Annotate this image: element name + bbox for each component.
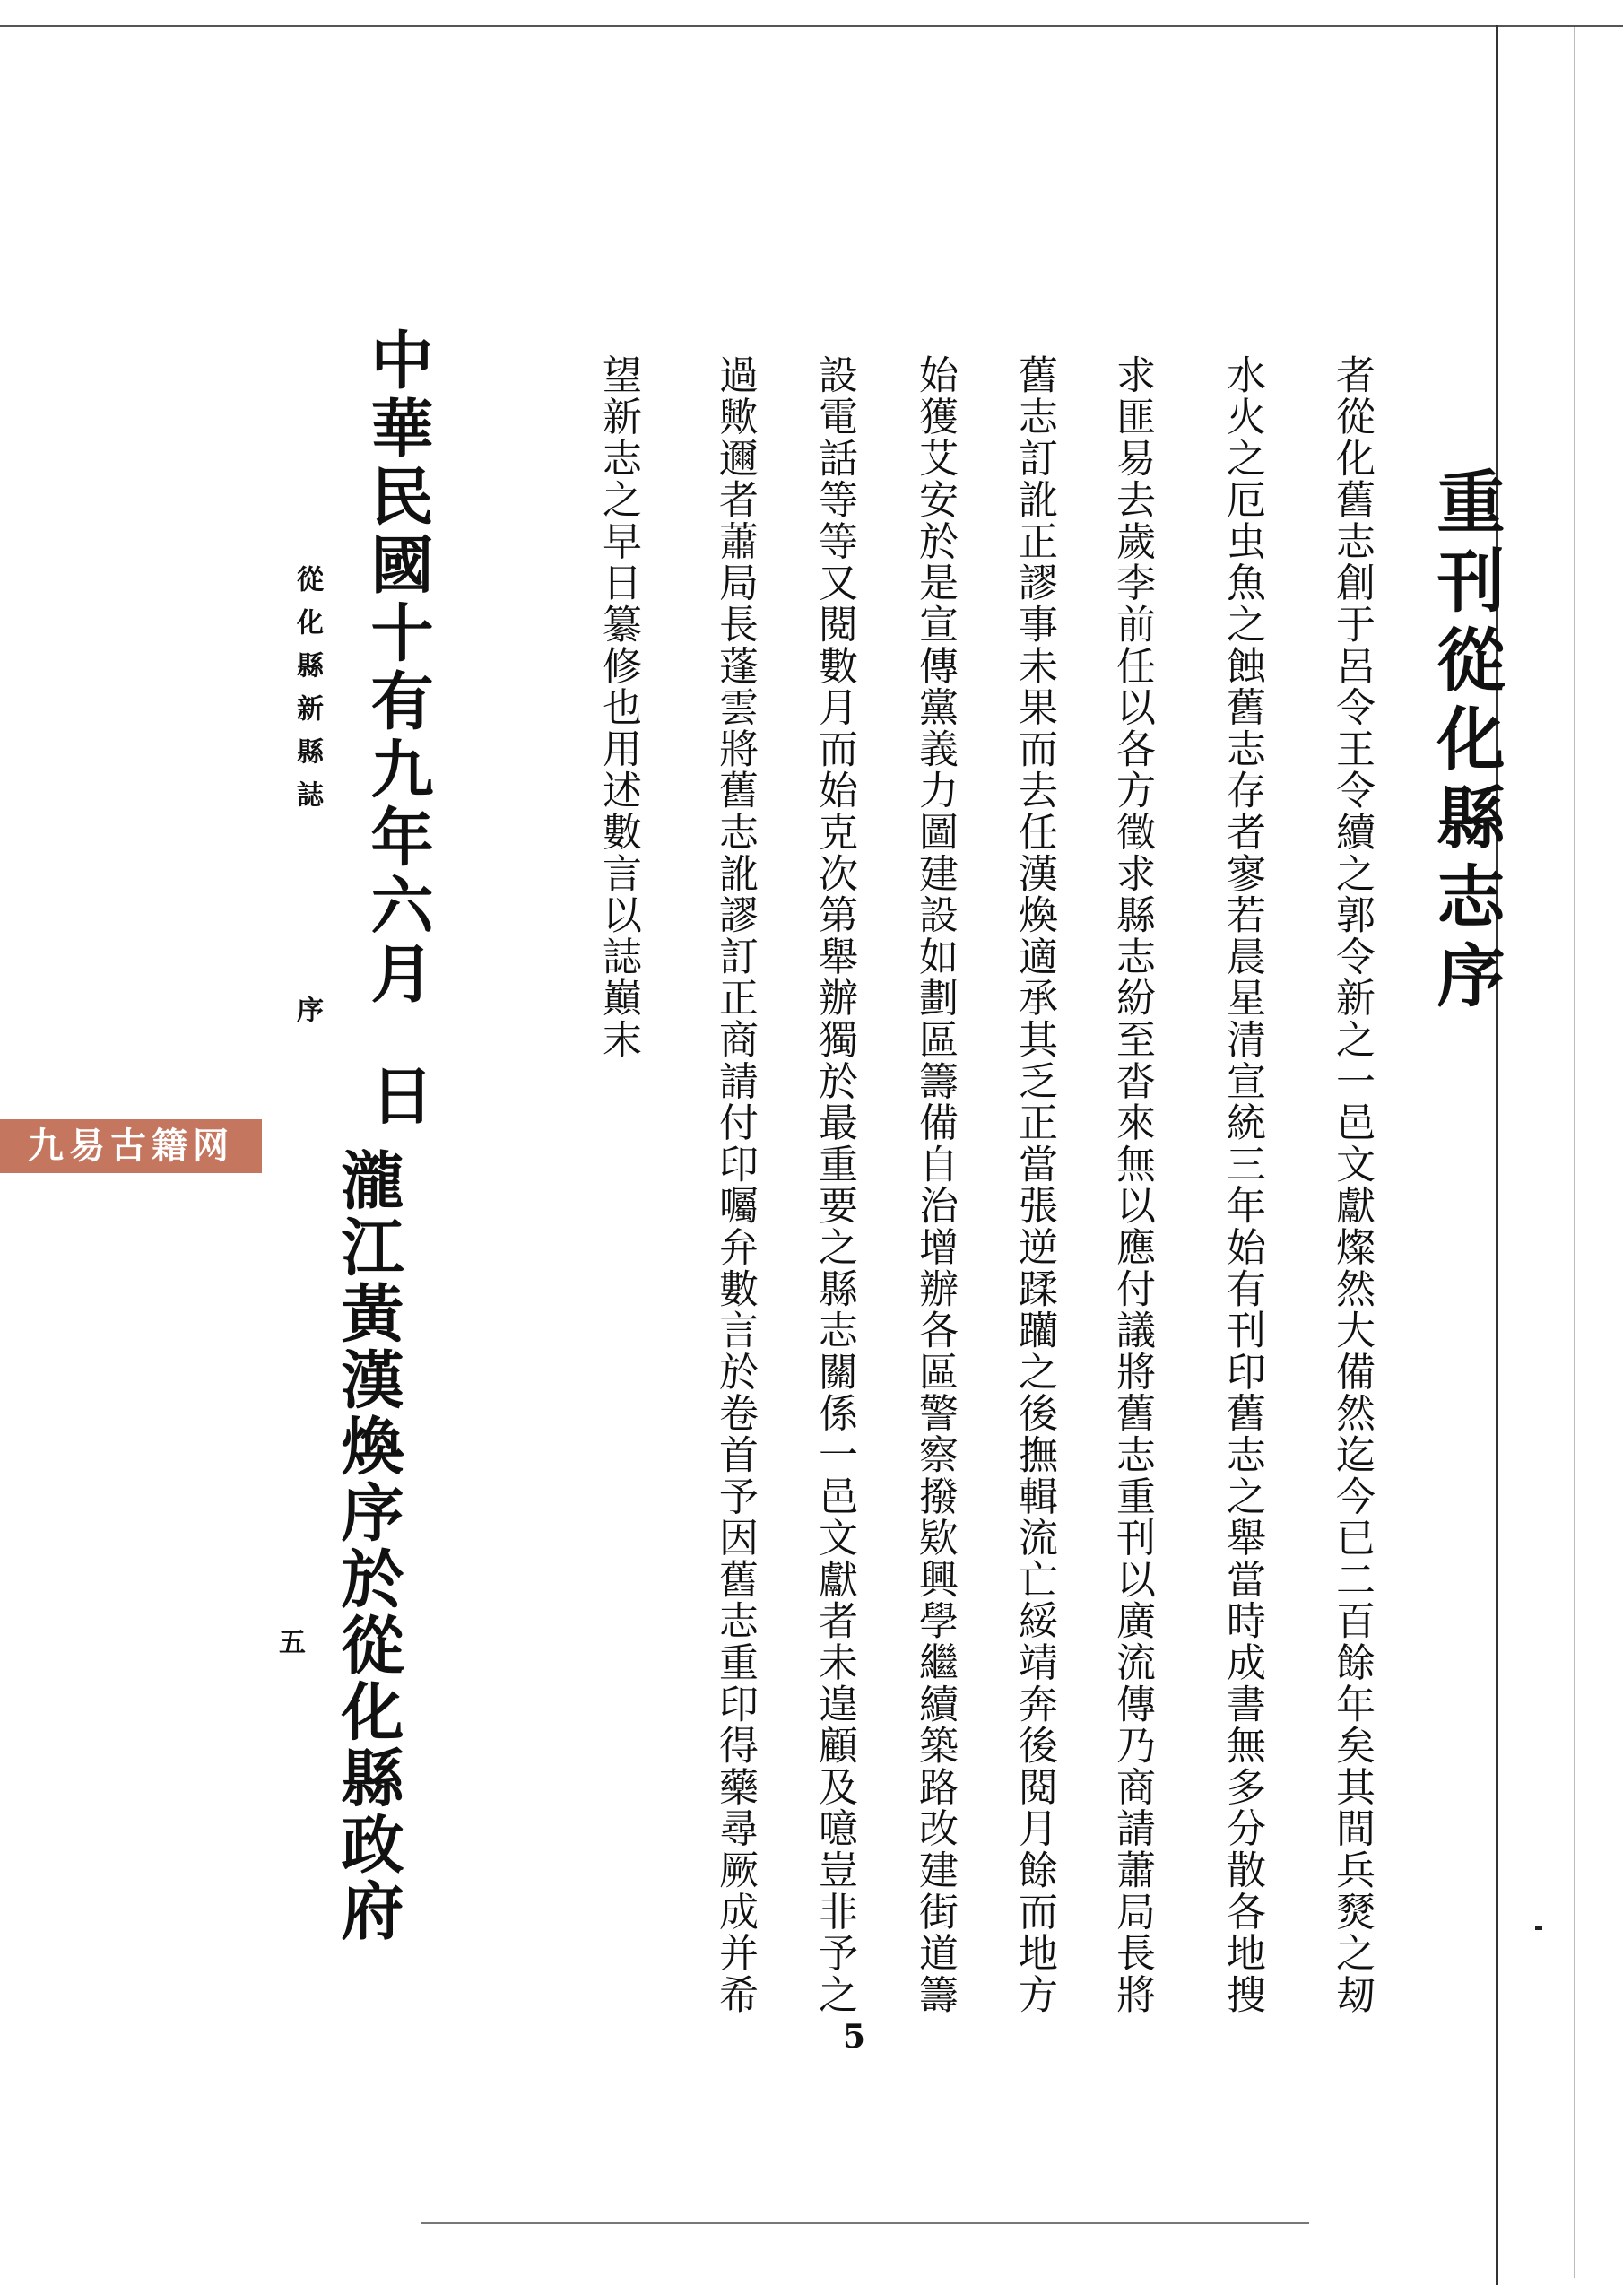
- margin-page-chinese: 五: [273, 1628, 305, 1655]
- scan-speck: [1535, 1926, 1542, 1930]
- right-edge-line: [1574, 27, 1575, 2278]
- watermark-banner: 九易古籍网: [0, 1119, 262, 1173]
- date-line: 中華民國十有九年六月: [360, 327, 435, 1009]
- date-day: 日: [360, 1063, 435, 1126]
- preface-title: 重刊從化縣志序: [1426, 466, 1506, 1019]
- text-column-2: 水火之厄虫魚之蝕舊志存者寥若晨星清宣統三年始有刊印舊志之舉當時成書無多分散各地搜: [1219, 354, 1265, 2015]
- page-number: 5: [843, 2018, 866, 2056]
- bottom-border-line: [421, 2222, 1309, 2224]
- top-border-line: [0, 25, 1623, 27]
- text-column-1: 者從化舊志創于呂令王令續之郭令新之一邑文獻燦然大備然迄今已二百餘年矣其間兵燹之刼: [1329, 354, 1375, 2015]
- signature-line: 瀧江黃漢煥序於從化縣政府: [331, 1148, 405, 1944]
- margin-book-title: 從化縣新縣誌: [291, 565, 323, 823]
- text-column-3: 求匪易去歲李前任以各方徵求縣志紛至沓來無以應付議將舊志重刊以廣流傳乃商請蕭局長將: [1109, 354, 1155, 2015]
- text-column-7: 過歟邇者蕭局長蓬雲將舊志訛謬訂正商請付印囑弁數言於卷首予因舊志重印得藥尋厥成并希: [712, 354, 758, 2015]
- text-column-4: 舊志訂訛正謬事未果而去任漢煥適承其乏正當張逆蹂躪之後撫輯流亡綏靖奔後閱月餘而地方: [1011, 354, 1057, 2015]
- text-column-6: 設電話等等又閱數月而始克次第舉辦獨於最重要之縣志關係一邑文獻者未遑顧及噫豈非予之: [812, 354, 857, 2015]
- text-column-5: 始獲艾安於是宣傳黨義力圖建設如劃區籌備自治增辦各區警察撥欵興學繼續築路改建街道籌: [912, 354, 958, 2015]
- text-column-8: 望新志之早日纂修也用述數言以誌巔末: [595, 354, 641, 1061]
- right-margin-line: [1496, 25, 1498, 2285]
- margin-section-label: 序: [291, 996, 323, 1022]
